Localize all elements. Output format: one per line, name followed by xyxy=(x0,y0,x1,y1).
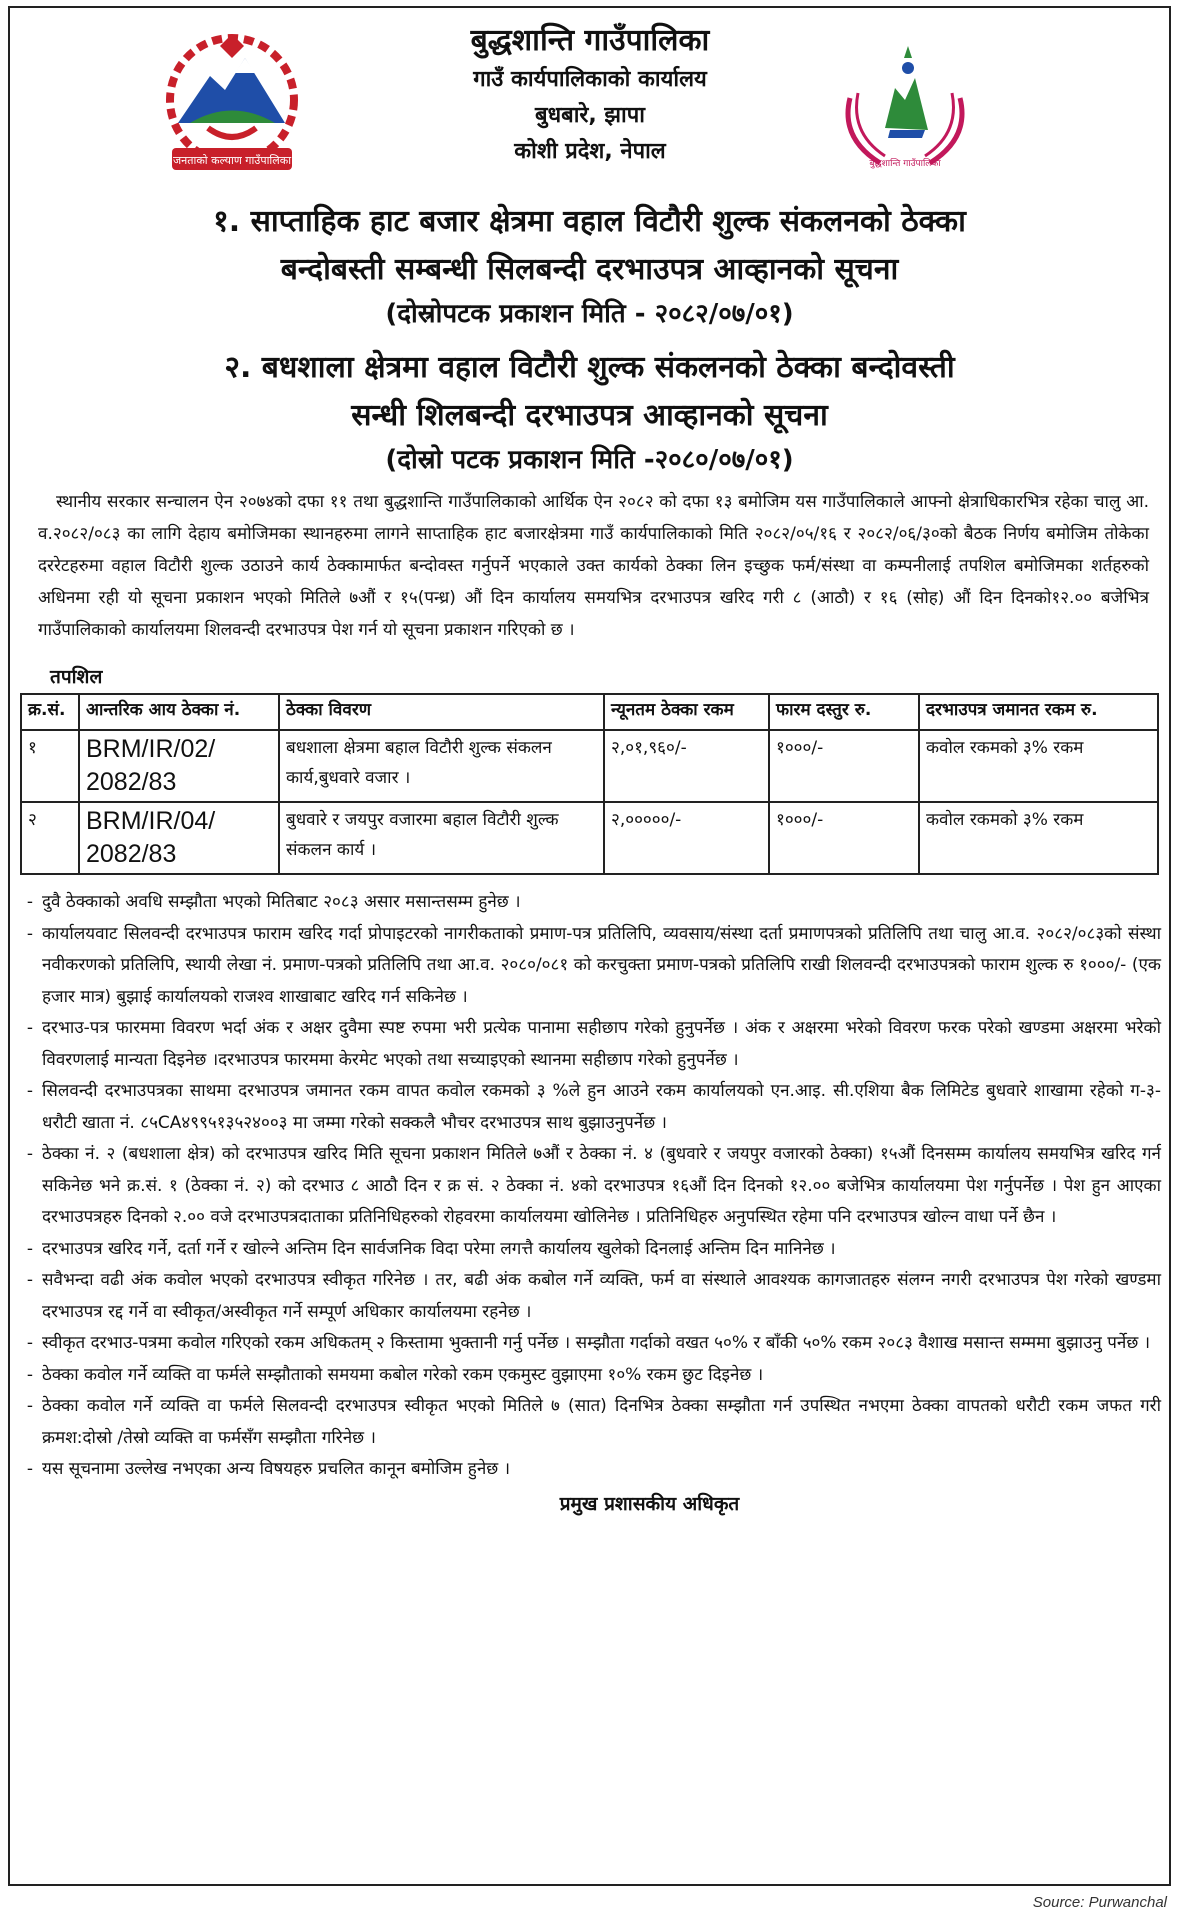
notice-titles xyxy=(10,198,1169,480)
signature-title: प्रमुख प्रशासकीय अधिकृत xyxy=(559,1492,740,1515)
cell-min-amount: २,०१,९६०/- xyxy=(604,730,769,802)
condition-text: ठेक्का कवोल गर्ने व्यक्ति वा फर्मले सिलवन्दी दरभाउपत्र स्वीकृत भएको मितिले ७ (सात) दिनभित्र ठेक्का सम्झौता गर्न उपस्थित नभएमा ठेक्का वापतको धरौटी रकम जफत गरी क्रमश:दोस्रो /तेस्रो व्यक्ति वा फर्मसँग सम्झौता गरिनेछ । xyxy=(42,1396,1161,1448)
notice1-title-line2: बन्दोबस्ती सम्बन्धी सिलबन्दी दरभाउपत्र आव्हानको सूचना xyxy=(280,252,899,287)
col-description: ठेक्का विवरण xyxy=(279,694,604,730)
condition-text: दरभाउपत्र खरिद गर्ने, दर्ता गर्ने र खोल्ने अन्तिम दिन सार्वजनिक विदा परेमा लगत्तै कार्यालय खुलेको दिनलाई अन्तिम दिन मानिनेछ । xyxy=(42,1238,836,1259)
cell-deposit: कवोल रकमको ३% रकम xyxy=(919,802,1158,874)
municipality-logo xyxy=(830,38,980,183)
cell-form-fee: १०००/- xyxy=(769,730,919,802)
source-credit: Source: Purwanchal xyxy=(1032,1894,1167,1911)
header xyxy=(10,8,1169,188)
cell-serial: २ xyxy=(21,802,79,874)
list-item: - सवैभन्दा वढी अंक कवोल भएको दरभाउपत्र स्वीकृत गरिनेछ । तर, बढी अंक कबोल गर्ने व्यक्ति, फर्म वा संस्थाले आवश्यक कागजातहरु संलग्न नगरी दरभाउपत्र पेश गरेको खण्डमा दरभाउपत्र रद्द गर्ने वा स्वीकृत/अस्वीकृत गर्ने सम्पूर्ण अधिकार कार्यालयमा रहनेछ । xyxy=(18,1265,1161,1328)
cell-form-fee: १०००/- xyxy=(769,802,919,874)
government-emblem xyxy=(150,28,315,183)
notice2-title-line2: सन्धी शिलबन्दी दरभाउपत्र आव्हानको सूचना xyxy=(351,398,828,433)
office-heading xyxy=(360,20,820,170)
cell-contract-no: BRM/IR/02/ 2082/83 xyxy=(79,730,279,802)
col-form-fee: फारम दस्तुर रु. xyxy=(769,694,919,730)
list-item: - सिलवन्दी दरभाउपत्रका साथमा दरभाउपत्र जमानत रकम वापत कवोल रकमको ३ %ले हुन आउने रकम कार्यालयको एन.आइ. सी.एशिया बैक लिमिटेड बुधवारे शाखामा रहेको ग-३- धरौटी खाता नं. ८५CA४९९५१३५२४००३ मा जम्मा गरेको सक्कलै भौचर दरभाउपत्र साथ बुझाउनुपर्नेछ । xyxy=(18,1076,1161,1139)
contract-table xyxy=(20,693,1159,875)
cell-contract-no: BRM/IR/04/ 2082/83 xyxy=(79,802,279,874)
col-deposit: दरभाउपत्र जमानत रकम रु. xyxy=(919,694,1158,730)
list-item: - ठेक्का कवोल गर्ने व्यक्ति वा फर्मले सम्झौताको समयमा कबोल गरेको रकम एकमुस्ट वुझाएमा १०% रकम छुट दिइनेछ । xyxy=(18,1360,1161,1392)
conditions-list xyxy=(18,887,1161,1486)
condition-text: दुवै ठेक्काको अवधि सम्झौता भएको मितिबाट २०८३ असार मसान्तसम्म हुनेछ । xyxy=(42,892,521,912)
list-item: - यस सूचनामा उल्लेख नभएका अन्य विषयहरु प्रचलित कानून बमोजिम हुनेछ । xyxy=(18,1454,1161,1486)
list-item: - ठेक्का नं. २ (बधशाला क्षेत्र) को दरभाउपत्र खरिद मिति सूचना प्रकाशन मितिले ७औं र ठेक्का नं. ४ (बुधवारे र जयपुर वजारको ठेक्का) १५औं दिनसम्म कार्यालय समयभित्र खरिद गर्न सकिनेछ भने क्र.सं. १ (ठेक्का नं. २) को दरभाउ ८ आठौ दिन र क्र सं. २ ठेक्का नं. ४को दरभाउपत्र १६औं दिन दिनको १२.०० बजेभित्र कार्यालयमा पेश गर्नुपर्नेछ । पेश हुन आएका दरभाउपत्रहरु दिनको २.०० वजे दरभाउपत्रदाताका प्रतिनिधिहरुको रोहवरमा कार्यालयमा खोलिनेछ । प्रतिनिधिहरु अनुपस्थित रहेमा पनि दरभाउपत्र खोल्न वाधा पर्ने छैन । xyxy=(18,1139,1161,1234)
cell-description: बुधवारे र जयपुर वजारमा बहाल विटौरी शुल्क संकलन कार्य । xyxy=(279,802,604,874)
col-serial: क्र.सं. xyxy=(21,694,79,730)
condition-text: कार्यालयवाट सिलवन्दी दरभाउपत्र फाराम खरिद गर्दा प्रोपाइटरको नागरीकताको प्रमाण-पत्र प्रतिलिपि, व्यवसाय/संस्था दर्ता प्रमाणपत्रको प्रतिलिपि तथा चालु आ.व. २०८२/०८३को संस्था नवीकरणको प्रतिलिपि, स्थायी लेखा नं. प्रमाण-पत्रको प्रतिलिपि तथा आ.व. २०८०/०८१ को करचुक्ता प्रमाण-पत्रको प्रतिलिपि राखी शिलवन्दी दरभाउपत्रको फाराम शुल्क रु १०००/- (एक हजार मात्र) बुझाई कार्यालयको राजश्व शाखाबाट खरिद गर्न सकिनेछ । xyxy=(42,923,1161,1007)
notice1-title-line1: १. साप्ताहिक हाट बजार क्षेत्रमा वहाल विटौरी शुल्क संकलनको ठेक्का xyxy=(213,204,966,239)
province-name: कोशी प्रदेश, नेपाल xyxy=(514,139,666,164)
col-min-amount: न्यूनतम ठेक्का रकम xyxy=(604,694,769,730)
list-item: - ठेक्का कवोल गर्ने व्यक्ति वा फर्मले सिलवन्दी दरभाउपत्र स्वीकृत भएको मितिले ७ (सात) दिनभित्र ठेक्का सम्झौता गर्न उपस्थित नभएमा ठेक्का वापतको धरौटी रकम जफत गरी क्रमश:दोस्रो /तेस्रो व्यक्ति वा फर्मसँग सम्झौता गरिनेछ । xyxy=(18,1391,1161,1454)
notice2-publish-date: (दोस्रो पटक प्रकाशन मिति -२०८०/०७/०१) xyxy=(385,445,794,475)
table-header-row xyxy=(21,694,1158,730)
notice1-publish-date: (दोस्रोपटक प्रकाशन मिति - २०८२/०७/०१) xyxy=(385,299,794,329)
list-item: - स्वीकृत दरभाउ-पत्रमा कवोल गरिएको रकम अधिकतम् २ किस्तामा भुक्तानी गर्नु पर्नेछ । सम्झौता गर्दाको वखत ५०% र बाँकी ५०% रकम २०८३ वैशाख मसान्त सम्ममा बुझाउनु पर्नेछ । xyxy=(18,1328,1161,1360)
notice2-title-line1: २. बधशाला क्षेत्रमा वहाल विटौरी शुल्क संकलनको ठेक्का बन्दोवस्ती xyxy=(224,350,955,385)
table-row xyxy=(21,802,1158,874)
list-item: - कार्यालयवाट सिलवन्दी दरभाउपत्र फाराम खरिद गर्दा प्रोपाइटरको नागरीकताको प्रमाण-पत्र प्रतिलिपि, व्यवसाय/संस्था दर्ता प्रमाणपत्रको प्रतिलिपि तथा चालु आ.व. २०८२/०८३को संस्था नवीकरणको प्रतिलिपि, स्थायी लेखा नं. प्रमाण-पत्रको प्रतिलिपि तथा आ.व. २०८०/०८१ को करचुक्ता प्रमाण-पत्रको प्रतिलिपि राखी शिलवन्दी दरभाउपत्रको फाराम शुल्क रु १०००/- (एक हजार मात्र) बुझाई कार्यालयको राजश्व शाखाबाट खरिद गर्न सकिनेछ । xyxy=(18,919,1161,1014)
condition-text: ठेक्का नं. २ (बधशाला क्षेत्र) को दरभाउपत्र खरिद मिति सूचना प्रकाशन मितिले ७औं र ठेक्का नं. ४ (बुधवारे र जयपुर वजारको ठेक्का) १५औं दिनसम्म कार्यालय समयभित्र खरिद गर्न सकिनेछ भने क्र.सं. १ (ठेक्का नं. २) को दरभाउ ८ आठौ दिन र क्र सं. २ ठेक्का नं. ४को दरभाउपत्र १६औं दिन दिनको १२.०० बजेभित्र कार्यालयमा पेश गर्नुपर्नेछ । पेश हुन आएका दरभाउपत्रहरु दिनको २.०० वजे दरभाउपत्रदाताका प्रतिनिधिहरुको रोहवरमा कार्यालयमा खोलिनेछ । प्रतिनिधिहरु अनुपस्थित रहेमा पनि दरभाउपत्र खोल्न वाधा पर्ने छैन । xyxy=(42,1144,1161,1227)
condition-text: सिलवन्दी दरभाउपत्रका साथमा दरभाउपत्र जमानत रकम वापत कवोल रकमको ३ %ले हुन आउने रकम कार्यालयको एन.आइ. सी.एशिया बैक लिमिटेड बुधवारे शाखामा रहेको ग-३- धरौटी खाता नं. ८५CA४९९५१३५२४००३ मा जम्मा गरेको सक्कलै भौचर दरभाउपत्र साथ बुझाउनुपर्नेछ । xyxy=(42,1081,1161,1133)
col-contract-no: आन्तरिक आय ठेक्का नं. xyxy=(79,694,279,730)
list-item: - दरभाउ-पत्र फारममा विवरण भर्दा अंक र अक्षर दुवैमा स्पष्ट रुपमा भरी प्रत्येक पानामा सहीछाप गरेको हुनुपर्नेछ । अंक र अक्षरमा भरेको विवरण फरक परेको खण्डमा अक्षरमा भरेको विवरणलाई मान्यता दिइनेछ ।दरभाउपत्र फारममा केरमेट भएको तथा सच्याइएको स्थानमा सहीछाप गरेको हुनुपर्नेछ । xyxy=(18,1013,1161,1076)
schedule-heading: तपशिल xyxy=(50,666,103,688)
condition-text: ठेक्का कवोल गर्ने व्यक्ति वा फर्मले सम्झौताको समयमा कबोल गरेको रकम एकमुस्ट वुझाएमा १०% रकम छुट दिइनेछ । xyxy=(42,1364,764,1385)
office-name: गाउँ कार्यपालिकाको कार्यालय xyxy=(473,67,707,92)
condition-text: सवैभन्दा वढी अंक कवोल भएको दरभाउपत्र स्वीकृत गरिनेछ । तर, बढी अंक कबोल गर्ने व्यक्ति, फर्म वा संस्थाले आवश्यक कागजातहरु संलग्न नगरी दरभाउपत्र पेश गरेको खण्डमा दरभाउपत्र रद्द गर्ने वा स्वीकृत/अस्वीकृत गर्ने सम्पूर्ण अधिकार कार्यालयमा रहनेछ । xyxy=(42,1270,1161,1322)
office-location: बुधबारे, झापा xyxy=(535,103,645,128)
cell-deposit: कवोल रकमको ३% रकम xyxy=(919,730,1158,802)
cell-min-amount: २,०००००/- xyxy=(604,802,769,874)
condition-text: यस सूचनामा उल्लेख नभएका अन्य विषयहरु प्रचलित कानून बमोजिम हुनेछ । xyxy=(42,1459,511,1479)
logo-caption: बुद्धशान्ति गाउँपालिका xyxy=(869,159,941,169)
condition-text: दरभाउ-पत्र फारममा विवरण भर्दा अंक र अक्षर दुवैमा स्पष्ट रुपमा भरी प्रत्येक पानामा सहीछाप गरेको हुनुपर्नेछ । अंक र अक्षरमा भरेको विवरण फरक परेको खण्डमा अक्षरमा भरेको विवरणलाई मान्यता दिइनेछ ।दरभाउपत्र फारममा केरमेट भएको तथा सच्याइएको स्थानमा सहीछाप गरेको हुनुपर्नेछ । xyxy=(42,1018,1161,1070)
municipality-name: बुद्धशान्ति गाउँपालिका xyxy=(470,23,710,58)
condition-text: स्वीकृत दरभाउ-पत्रमा कवोल गरिएको रकम अधिकतम् २ किस्तामा भुक्तानी गर्नु पर्नेछ । सम्झौता गर्दाको वखत ५०% र बाँकी ५०% रकम २०८३ वैशाख मसान्त सम्ममा बुझाउनु पर्नेछ । xyxy=(42,1333,1151,1353)
notice-page xyxy=(8,6,1171,1886)
table-row xyxy=(21,730,1158,802)
list-item: - दरभाउपत्र खरिद गर्ने, दर्ता गर्ने र खोल्ने अन्तिम दिन सार्वजनिक विदा परेमा लगत्तै कार्यालय खुलेको दिनलाई अन्तिम दिन मानिनेछ । xyxy=(18,1234,1161,1266)
cell-serial: १ xyxy=(21,730,79,802)
list-item: - दुवै ठेक्काको अवधि सम्झौता भएको मितिबाट २०८३ असार मसान्तसम्म हुनेछ । xyxy=(18,887,1161,919)
cell-description: बधशाला क्षेत्रमा बहाल विटौरी शुल्क संकलन कार्य,बुधवारे वजार । xyxy=(279,730,604,802)
intro-paragraph: स्थानीय सरकार सन्चालन ऐन २०७४को दफा ११ तथा बुद्धशान्ति गाउँपालिकाको आर्थिक ऐन २०८२ को दफा १३ बमोजिम यस गाउँपालिकाले आफ्नो क्षेत्राधिकारभित्र रहेका चालु आ. व.२०८२/०८३ का लागि देहाय बमोजिमका स्थानहरुमा लागने साप्ताहिक हाट बजारक्षेत्रमा गाउँ कार्यपालिकाको मिति २०८२/०५/१६ र २०८२/०६/३०को बैठक निर्णय बमोजिम तोकेका दररेटहरुमा वहाल विटौरी शुल्क उठाउने कार्य ठेक्कामार्फत बन्दोवस्त गर्नुपर्ने भएकाले उक्त कार्यको ठेक्का लिन इच्छुक फर्म/संस्था वा कम्पनीलाई तपशिल बमोजिमका शर्तहरुको अधिनमा रही यो सूचना प्रकाशन भएको मितिले ७औं र १५(पन्ध्र) औं दिन कार्यालय समयभित्र दरभाउपत्र खरिद गरी ८ (आठौ) र १६ (सोह) औं दिन दिनको१२.०० बजेभित्र गाउँपालिकाको कार्यालयमा शिलवन्दी दरभाउपत्र पेश गर्न यो सूचना प्रकाशन गरिएको छ । xyxy=(38,492,1149,640)
emblem-ribbon-text: जनताको कल्याण गाउँपालिका xyxy=(172,154,292,167)
